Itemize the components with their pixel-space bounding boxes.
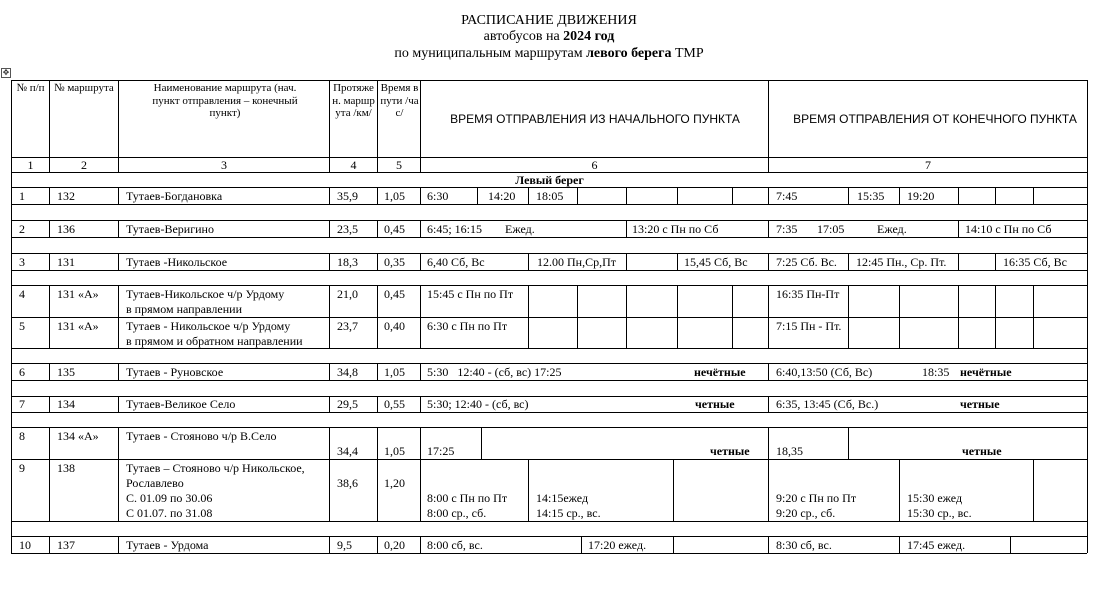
colnum-6: 6 [591, 158, 598, 172]
row9-ret-b3: 15:30 ежед [907, 491, 963, 505]
row1-dep-a3: 18:05 [536, 189, 564, 203]
row5-route: 131 «А» [57, 319, 99, 333]
row1-length: 35,9 [337, 189, 358, 203]
row9-ret-b2: 9:20 ср., сб. [776, 506, 836, 520]
row1-ret-b3: 19:20 [907, 189, 935, 203]
row10-dep-a2: 17:20 ежед. [588, 538, 647, 552]
row5-name-line1: Тутаев - Никольское ч/р Урдому [126, 319, 291, 333]
row5-num: 5 [19, 319, 25, 333]
row7-ret-b1: 6:35, 13:45 (Сб, Вс.) [776, 397, 879, 411]
row8-ret-b1: 18,35 [776, 444, 803, 458]
row4-dep-a1: 15:45 с Пн по Пт [427, 287, 514, 301]
row2-time: 0,45 [384, 222, 405, 236]
colnum-3: 3 [221, 158, 227, 172]
row9-route: 138 [57, 461, 75, 475]
row10-num: 10 [19, 538, 31, 552]
row1-num: 1 [19, 189, 25, 203]
row3-dep-a3: 15,45 Сб, Вс [684, 255, 748, 269]
row2-dep-a1: 6:45; 16:15 [427, 222, 483, 236]
row9-ret-b1: 9:20 с Пн по Пт [776, 491, 857, 505]
row4-ret-b1: 16:35 Пн-Пт [776, 287, 840, 301]
row9-name-line1: Тутаев – Стояново ч/р Никольское, [126, 461, 305, 475]
row1-dep-a2: 14:20 [488, 189, 516, 203]
row8-num: 8 [19, 429, 25, 443]
row2-ret-b2: 17:05 [817, 222, 845, 236]
schedule-subtitle-year: автобусов на 2024 год [483, 29, 615, 44]
row6-time: 1,05 [384, 365, 405, 379]
row4-route: 131 «А» [57, 287, 99, 301]
row8-length: 34,4 [337, 444, 358, 458]
row2-name: Тутаев-Веригино [126, 222, 214, 236]
row9-dep-a2: 8:00 ср., сб. [427, 506, 487, 520]
row3-ret-b1: 7:25 Сб. Вс. [776, 255, 837, 269]
row1-ret-b1: 7:45 [776, 189, 798, 203]
row9-num: 9 [19, 461, 25, 475]
row3-ret-b3: 16:35 Сб, Вс [1003, 255, 1067, 269]
col-header-route-name: Наименование маршрута (нач. пункт отправления – конечный пункт) [152, 82, 298, 119]
row8-ret-b2: четные [962, 444, 1002, 458]
row9-dep-a1: 8:00 с Пн по Пт [427, 491, 508, 505]
col-header-route-no: № маршрута [54, 82, 114, 94]
row7-dep-a1: 5:30; 12:40 - (сб, вс) [427, 397, 529, 411]
row2-dep-a2: Ежед. [505, 222, 535, 236]
row10-dep-a1: 8:00 сб, вс. [427, 538, 483, 552]
row4-time: 0,45 [384, 287, 405, 301]
row3-time: 0,35 [384, 255, 405, 269]
row8-route: 134 «А» [57, 429, 99, 443]
row5-length: 23,7 [337, 319, 358, 333]
row10-name: Тутаев - Урдома [126, 538, 209, 552]
row6-dep-a1: 5:30 12:40 - (сб, вс) 17:25 [427, 365, 562, 379]
row7-length: 29,5 [337, 397, 358, 411]
colnum-7: 7 [925, 158, 931, 172]
row1-time: 1,05 [384, 189, 405, 203]
row2-length: 23,5 [337, 222, 358, 236]
row3-dep-a1: 6,40 Сб, Вс [427, 255, 485, 269]
row5-name-line2: в прямом и обратном направлении [126, 334, 303, 348]
row9-dep-a4: 14:15 ср., вс. [536, 506, 601, 520]
row2-ret-b3: Ежед. [877, 222, 907, 236]
row7-time: 0,55 [384, 397, 405, 411]
col-header-length: Протяжен. маршрута /км/ [332, 82, 375, 119]
row6-route: 135 [57, 365, 75, 379]
row8-dep-a2: четные [710, 444, 750, 458]
row8-name: Тутаев - Стояново ч/р В.Село [126, 429, 277, 443]
row10-route: 137 [57, 538, 75, 552]
row9-dep-a3: 14:15ежед [536, 491, 589, 505]
schedule-subtitle-routes: по муниципальным маршрутам левого берега ТМР [394, 46, 704, 61]
row2-ret-b4: 14:10 с Пн по Сб [965, 222, 1052, 236]
row7-name: Тутаев-Великое Село [126, 397, 236, 411]
row7-ret-b2: четные [960, 397, 1000, 411]
row3-length: 18,3 [337, 255, 358, 269]
row6-num: 6 [19, 365, 25, 379]
row1-name: Тутаев-Богдановка [126, 189, 223, 203]
row3-num: 3 [19, 255, 25, 269]
row9-ret-b4: 15:30 ср., вс. [907, 506, 972, 520]
row10-time: 0,20 [384, 538, 405, 552]
row9-name-line4: С 01.07. по 31.08 [126, 506, 213, 520]
row10-ret-b1: 8:30 сб, вс. [776, 538, 832, 552]
colnum-5: 5 [396, 158, 402, 172]
row8-dep-a1: 17:25 [427, 444, 455, 458]
row4-name-line1: Тутаев-Никольское ч/р Урдому [126, 287, 285, 301]
row6-ret-b3: нечётные [960, 365, 1012, 379]
row8-time: 1,05 [384, 444, 405, 458]
row7-route: 134 [57, 397, 75, 411]
row9-length: 38,6 [337, 476, 358, 490]
col-header-travel-time: Время в пути /час/ [380, 82, 419, 119]
row10-length: 9,5 [337, 538, 352, 552]
row6-name: Тутаев - Руновское [126, 365, 224, 379]
row2-dep-a3: 13:20 с Пн по Сб [632, 222, 719, 236]
row7-dep-a2: четные [695, 397, 735, 411]
row5-dep-a1: 6:30 с Пн по Пт [427, 319, 508, 333]
col-header-num: № п/п [16, 82, 45, 94]
row3-route: 131 [57, 255, 75, 269]
row1-dep-a1: 6:30 [427, 189, 449, 203]
row6-ret-b1: 6:40,13:50 (Сб, Вс) [776, 365, 873, 379]
table-move-handle-icon[interactable]: ✥ [2, 68, 10, 77]
row10-ret-b2: 17:45 ежед. [907, 538, 966, 552]
row5-time: 0,40 [384, 319, 405, 333]
row4-length: 21,0 [337, 287, 358, 301]
colnum-1: 1 [27, 158, 34, 172]
row4-name-line2: в прямом направлении [126, 302, 242, 316]
row7-num: 7 [19, 397, 25, 411]
col-header-departure-start: ВРЕМЯ ОТПРАВЛЕНИЯ ИЗ НАЧАЛЬНОГО ПУНКТА [450, 112, 740, 126]
row1-ret-b2: 15:35 [857, 189, 885, 203]
row6-dep-a2: нечётные [694, 365, 746, 379]
row6-length: 34,8 [337, 365, 358, 379]
row9-name-line2: Рославлево [126, 476, 184, 490]
row6-ret-b2: 18:35 [922, 365, 950, 379]
schedule-title: РАСПИСАНИЕ ДВИЖЕНИЯ [461, 13, 637, 28]
col-header-departure-end: ВРЕМЯ ОТПРАВЛЕНИЯ ОТ КОНЕЧНОГО ПУНКТА [793, 112, 1077, 126]
colnum-4: 4 [350, 158, 357, 172]
colnum-2: 2 [81, 158, 87, 172]
row3-name: Тутаев -Никольское [126, 255, 228, 269]
row2-num: 2 [19, 222, 25, 236]
row2-route: 136 [57, 222, 75, 236]
row1-route: 132 [57, 189, 75, 203]
row5-ret-b1: 7:15 Пн - Пт. [776, 319, 842, 333]
row2-ret-b1: 7:35 [776, 222, 798, 236]
row9-name-line3: С. 01.09 по 30.06 [126, 491, 213, 505]
row9-time: 1,20 [384, 476, 405, 490]
section-left-bank: Левый берег [515, 173, 584, 187]
row3-dep-a2: 12.00 Пн,Ср,Пт [537, 255, 617, 269]
row3-ret-b2: 12:45 Пн., Ср. Пт. [856, 255, 947, 269]
row4-num: 4 [19, 287, 25, 301]
